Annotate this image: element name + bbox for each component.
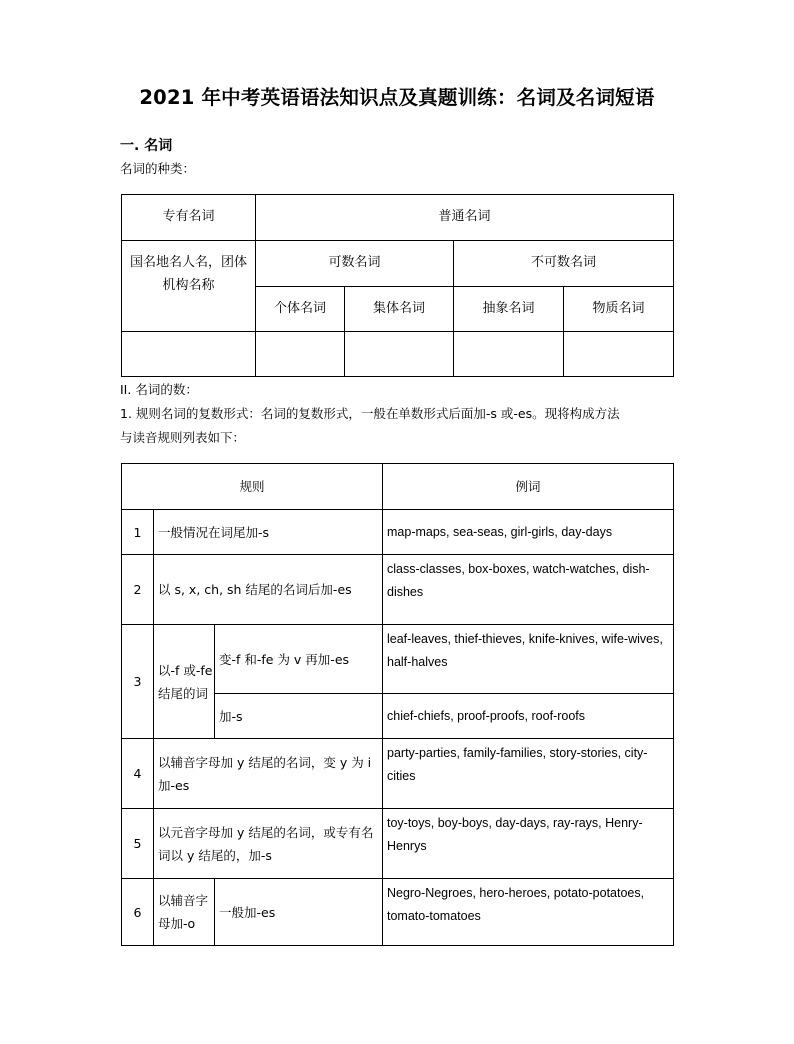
example-text: chief-chiefs, proof-proofs, roof-roofs [383,694,674,739]
rule-text: 以元音字母加 y 结尾的名词，或专有名词以 y 结尾的，加-s [154,809,383,879]
section-heading-nouns: 一. 名词 [120,138,173,154]
plural-rule-intro-line2: 与读音规则列表如下： [120,430,246,445]
example-column-header: 例词 [383,464,674,510]
rule-text: 以辅音字母加 y 结尾的名词，变 y 为 i 加-es [154,739,383,809]
rule-text: 一般加-es [215,879,383,946]
common-noun-header: 普通名词 [256,195,674,241]
row-number: 2 [122,555,154,625]
rule-text: 变-f 和-fe 为 v 再加-es [215,625,383,694]
empty-cell [564,332,674,377]
empty-cell [345,332,454,377]
noun-kinds-intro: 名词的种类： [120,161,196,176]
empty-cell [256,332,345,377]
row-number: 6 [122,879,154,946]
example-text: toy-toys, boy-boys, day-days, ray-rays, Henry-Henrys [383,809,674,879]
rule-text: 以 s, x, ch, sh 结尾的名词后加-es [154,555,383,625]
example-text: Negro-Negroes, hero-heroes, potato-potatoes, tomato-tomatoes [383,879,674,946]
page-title: 2021 年中考英语语法知识点及真题训练：名词及名词短语 [139,86,655,109]
rule-group-text: 以辅音字母加-o [154,879,215,946]
row-number: 3 [122,625,154,739]
rule-group-text: 以-f 或-fe 结尾的词 [154,625,215,739]
rule-text: 加-s [215,694,383,739]
empty-cell [122,332,256,377]
example-text: map-maps, sea-seas, girl-girls, day-days [383,510,674,555]
example-text: class-classes, box-boxes, watch-watches, dish-dishes [383,555,674,625]
example-text: party-parties, family-families, story-stories, city-cities [383,739,674,809]
plural-rule-intro-line1: 1. 规则名词的复数形式：名词的复数形式，一般在单数形式后面加-s 或-es。现将构成方法 [120,406,620,421]
row-number: 4 [122,739,154,809]
table-row [122,555,674,625]
proper-noun-description: 国名地名人名，团体机构名称 [122,241,256,332]
example-text: leaf-leaves, thief-thieves, knife-knives, wife-wives, half-halves [383,625,674,694]
table-row [122,809,674,879]
table-row [122,879,674,946]
countable-noun-header: 可数名词 [256,241,454,287]
table-row [122,739,674,809]
individual-noun-header: 个体名词 [256,287,345,332]
table-row [122,510,674,555]
row-number: 5 [122,809,154,879]
collective-noun-header: 集体名词 [345,287,454,332]
section-heading-number: II. 名词的数： [120,382,198,397]
abstract-noun-header: 抽象名词 [454,287,564,332]
rule-text: 一般情况在词尾加-s [154,510,383,555]
noun-kinds-table [121,194,674,377]
rule-column-header: 规则 [122,464,383,510]
plural-rules-table [121,463,674,946]
material-noun-header: 物质名词 [564,287,674,332]
row-number: 1 [122,510,154,555]
empty-cell [454,332,564,377]
proper-noun-header: 专有名词 [122,195,256,241]
uncountable-noun-header: 不可数名词 [454,241,674,287]
table-row [122,625,674,694]
